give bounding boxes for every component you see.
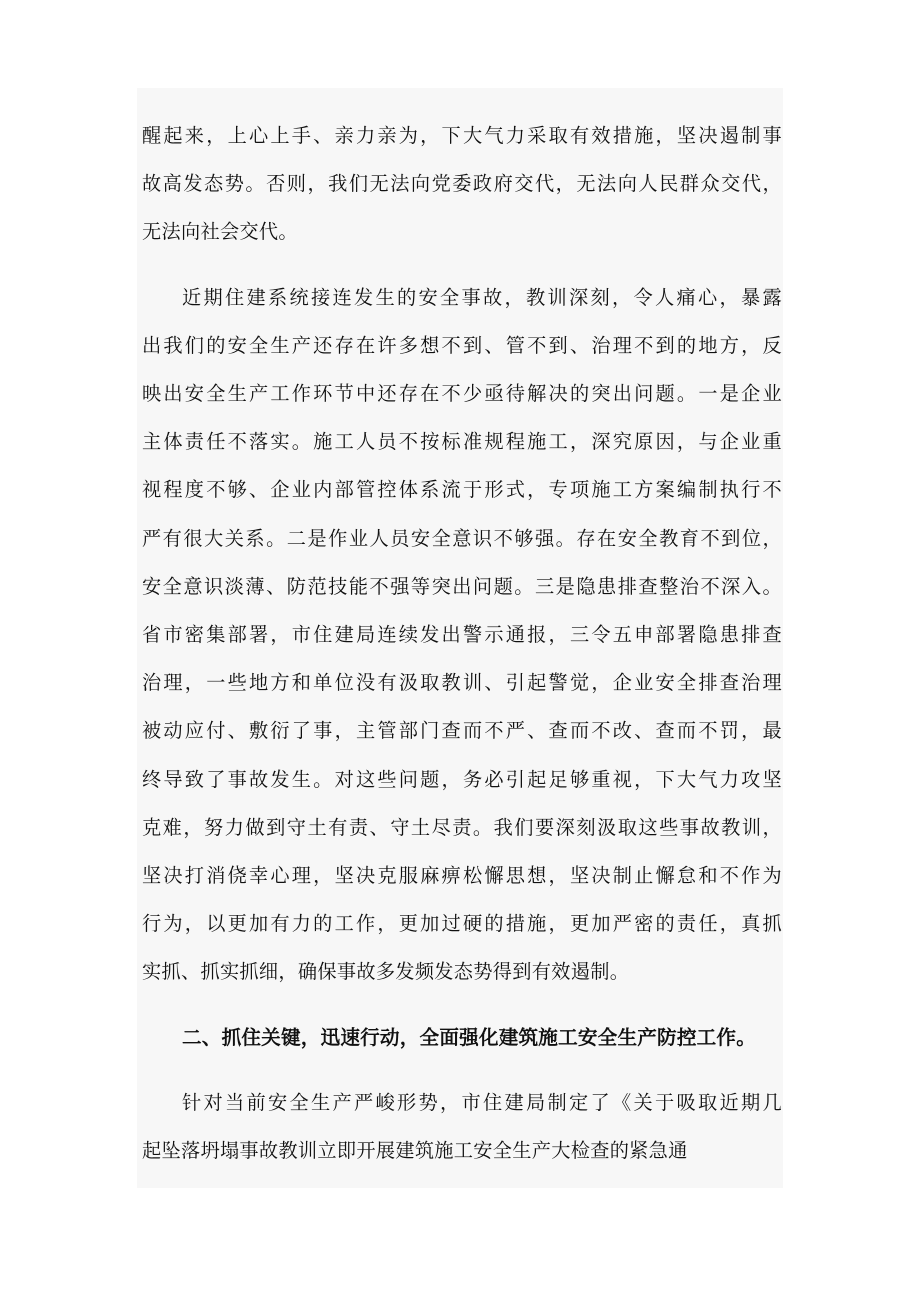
text-line: 主体责任不落实。施工人员不按标准规程施工，深究原因，与企业重 [142, 430, 782, 454]
text-line: 行为，以更加有力的工作，更加过硬的措施，更加严密的责任，真抓 [142, 912, 782, 936]
text-line: 安全意识淡薄、防范技能不强等突出问题。三是隐患排查整治不深入。 [142, 574, 782, 598]
text-line: 治理，一些地方和单位没有汲取教训、引起警觉，企业安全排查治理 [142, 671, 782, 695]
section-heading: 二、抓住关键，迅速行动，全面强化建筑施工安全生产防控工作。 [182, 1025, 757, 1049]
text-line: 坚决打消侥幸心理，坚决克服麻痹松懈思想，坚决制止懈怠和不作为 [142, 864, 782, 888]
text-line: 醒起来，上心上手、亲力亲为，下大气力采取有效措施，坚决遏制事 [142, 124, 782, 147]
paragraph-2 [142, 274, 782, 997]
document-body [142, 112, 782, 1175]
text-line: 终导致了事故发生。对这些问题，务必引起足够重视，下大气力攻坚 [142, 767, 782, 791]
paragraph-gap [142, 257, 782, 274]
text-line: 严有很大关系。二是作业人员安全意识不够强。存在安全教育不到位， [142, 526, 782, 550]
text-line: 映出安全生产工作环节中还存在不少亟待解决的突出问题。一是企业 [142, 382, 782, 406]
paragraph-gap [142, 1062, 782, 1079]
text-line: 起坠落坍塌事故教训立即开展建筑施工安全生产大检查的紧急通 [142, 1138, 688, 1162]
paragraph-3 [142, 1079, 782, 1175]
text-line: 无法向社会交代。 [142, 220, 298, 244]
text-line: 克难，努力做到守土有责、守土尽责。我们要深刻汲取这些事故教训， [142, 815, 782, 839]
paragraph-gap [142, 997, 782, 1014]
text-line: 被动应付、敷衍了事，主管部门查而不严、查而不改、查而不罚，最 [142, 719, 782, 743]
text-line: 故高发态势。否则，我们无法向党委政府交代，无法向人民群众交代， [142, 172, 782, 196]
paragraph-1 [142, 112, 782, 257]
text-line: 针对当前安全生产严峻形势，市住建局制定了《关于吸取近期几 [182, 1090, 782, 1114]
text-line: 出我们的安全生产还存在许多想不到、管不到、治理不到的地方，反 [142, 333, 782, 357]
text-line: 近期住建系统接连发生的安全事故，教训深刻，令人痛心，暴露 [182, 285, 782, 309]
text-line: 实抓、抓实抓细，确保事故多发频发态势得到有效遏制。 [142, 960, 630, 984]
text-line: 省市密集部署，市住建局连续发出警示通报，三令五申部署隐患排查 [142, 623, 782, 647]
text-line: 视程度不够、企业内部管控体系流于形式，专项施工方案编制执行不 [142, 478, 782, 502]
